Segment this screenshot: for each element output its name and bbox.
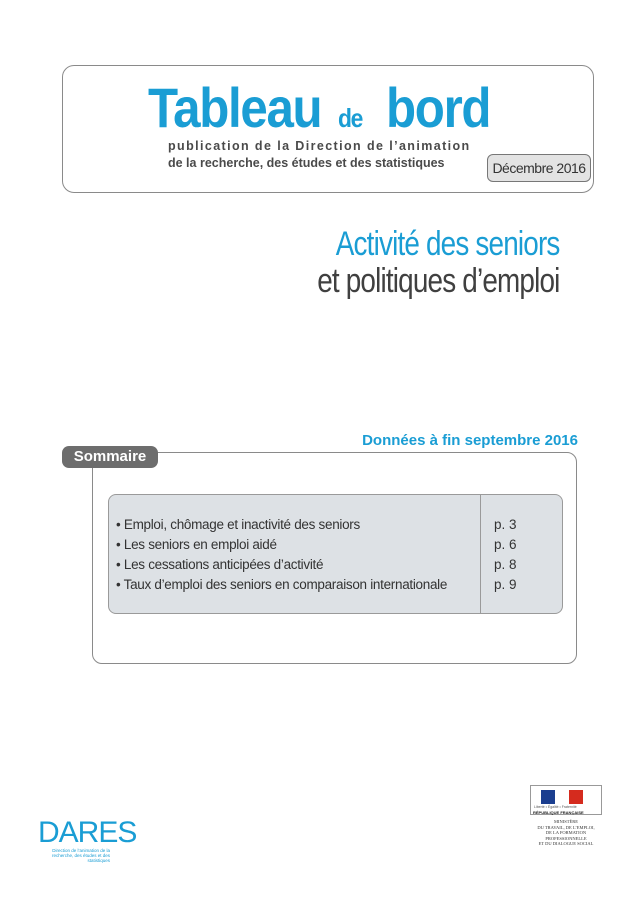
ministry-line: DU TRAVAIL, DE L’EMPLOI, [537, 824, 595, 830]
subtitle-line-2: de la recherche, des études et des statistiques [168, 156, 445, 170]
toc-item[interactable]: • Les cessations anticipées d’activité [116, 557, 324, 572]
toc-item[interactable]: • Emploi, chômage et inactivité des seniors [116, 517, 360, 532]
ministry-line: MINISTÈRE [554, 819, 578, 824]
dares-logo [38, 818, 136, 863]
ministry-logo [530, 785, 602, 865]
dares-wordmark: DARES [38, 816, 137, 849]
document-title-line-2: et politiques d’emploi [317, 262, 560, 300]
title-word-tableau: Tableau [148, 76, 322, 139]
subtitle-line-1: publication de la Direction de l’animation [168, 139, 471, 153]
publication-title [148, 76, 491, 139]
document-title [264, 226, 560, 300]
ministry-line: DE LA FORMATION [545, 830, 587, 835]
flag-blue-band [541, 790, 555, 804]
toc-page-number: p. 8 [494, 557, 517, 572]
date-badge: Décembre 2016 [487, 154, 591, 182]
document-title-line-1: Activité des seniors [336, 225, 560, 263]
sommaire-tab: Sommaire [62, 446, 158, 468]
data-date: Données à fin septembre 2016 [362, 432, 578, 449]
toc-item[interactable]: • Les seniors en emploi aidé [116, 537, 277, 552]
ministry-name [530, 819, 602, 847]
toc-divider [480, 494, 481, 614]
toc-item[interactable]: • Taux d’emploi des seniors en comparaison internationale [116, 577, 448, 592]
republic-name: RÉPUBLIQUE FRANÇAISE [533, 810, 584, 815]
toc-list [116, 515, 447, 595]
flag-white-band [555, 790, 569, 804]
toc-pages [494, 515, 517, 595]
republic-motto: Liberté • Égalité • Fraternité [534, 805, 577, 809]
ministry-line: PROFESSIONNELLE [545, 835, 587, 841]
publication-subtitle [168, 138, 471, 172]
flag-red-band [569, 790, 583, 804]
title-word-de: de [338, 103, 363, 133]
toc-page-number: p. 6 [494, 537, 517, 552]
republique-francaise-logo [530, 785, 602, 815]
dares-subtitle: Direction de l’animation de la recherche, des études et des statistiques [51, 848, 110, 863]
ministry-line: ET DU DIALOGUE SOCIAL [538, 841, 594, 846]
toc-page-number: p. 9 [494, 577, 517, 592]
toc-page-number: p. 3 [494, 517, 517, 532]
title-word-bord: bord [386, 76, 491, 139]
